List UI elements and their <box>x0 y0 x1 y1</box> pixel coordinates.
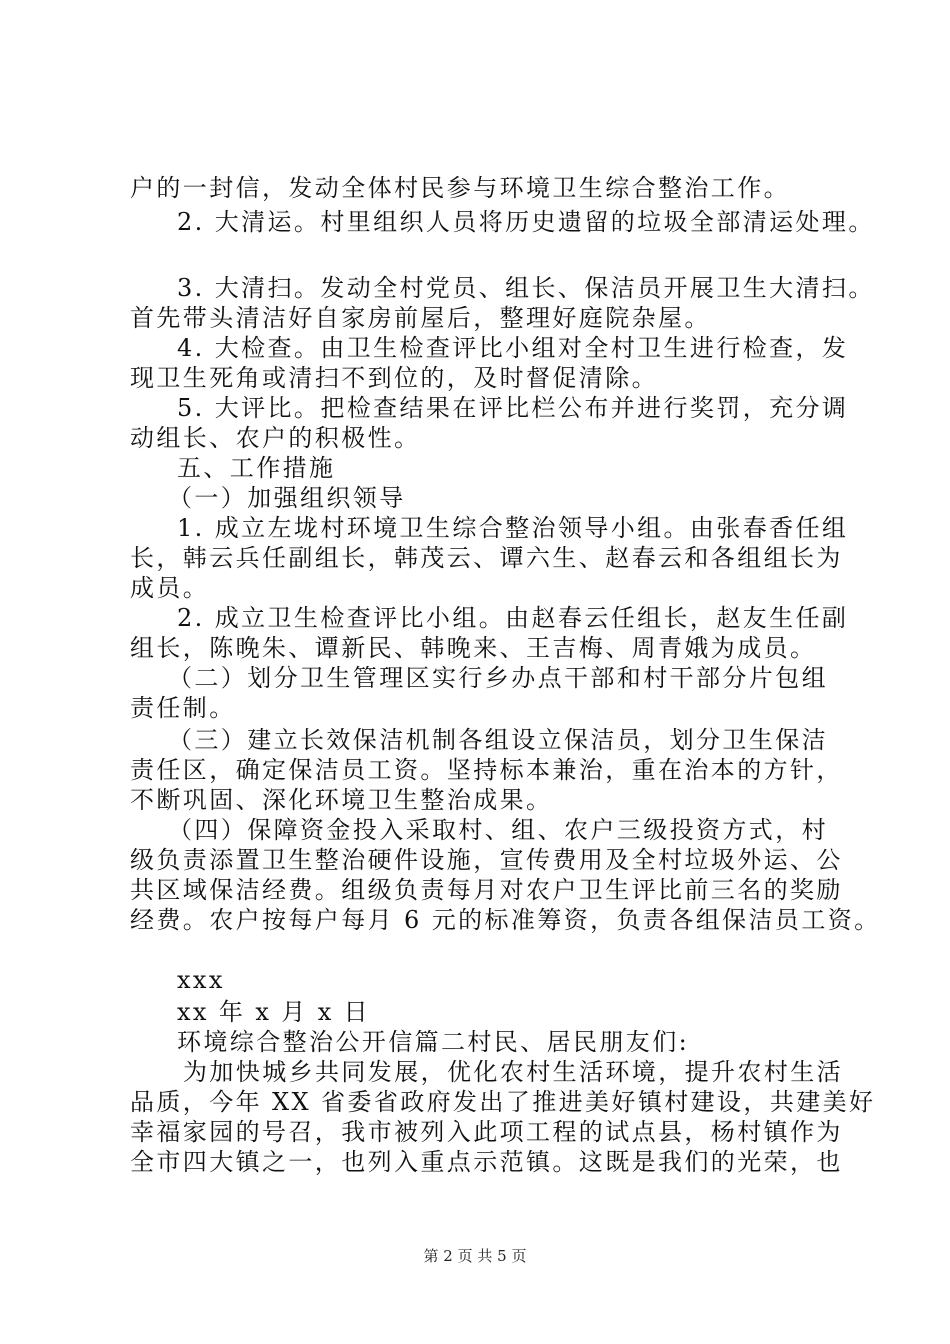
text-line: 现卫生死角或清扫不到位的，及时督促清除。 <box>130 364 658 392</box>
text-line: 共区域保洁经费。组级负责每月对农户卫生评比前三名的奖励 <box>130 876 843 904</box>
text-line: 长，韩云兵任副组长，韩茂云、谭六生、赵春云和各组组长为 <box>130 544 843 572</box>
text-line: 户的一封信，发动全体村民参与环境卫生综合整治工作。 <box>130 174 790 202</box>
text-line: 成员。 <box>130 574 210 602</box>
text-line: 4. 大检查。由卫生检查评比小组对全村卫生进行检查，发 <box>177 334 849 362</box>
text-line: 经费。农户按每户每月 6 元的标准筹资，负责各组保洁员工资。 <box>130 906 881 934</box>
subsection-heading: （一）加强组织领导 <box>168 484 406 512</box>
signature-date: xx 年 x 月 x 日 <box>177 998 371 1026</box>
text-line: 3. 大清扫。发动全村党员、组长、保洁员开展卫生大清扫。 <box>177 274 875 302</box>
signature-name: xxx <box>177 966 225 994</box>
text-line: 品质，今年 XX 省委省政府发出了推进美好镇村建设，共建美好 <box>130 1088 876 1116</box>
text-line: 动组长、农户的积极性。 <box>130 424 421 452</box>
text-line: 责任区，确定保洁员工资。坚持标本兼治，重在治本的方针， <box>130 756 843 784</box>
text-line: 首先带头清洁好自家房前屋后，整理好庭院杂屋。 <box>130 304 711 332</box>
text-line: 5. 大评比。把检查结果在评比栏公布并进行奖罚，充分调 <box>177 394 849 422</box>
text-line: 不断巩固、深化环境卫生整治成果。 <box>130 786 553 814</box>
letter-heading: 环境综合整治公开信篇二村民、居民朋友们: <box>177 1028 690 1056</box>
text-line: 全市四大镇之一，也列入重点示范镇。这既是我们的光荣，也 <box>130 1148 843 1176</box>
page-number-footer: 第 2 页 共 5 页 <box>423 1247 527 1265</box>
text-line: （四）保障资金投入采取村、组、农户三级投资方式，村 <box>168 816 828 844</box>
text-line: 为加快城乡共同发展，优化农村生活环境，提升农村生活 <box>183 1058 843 1086</box>
text-line: 级负责添置卫生整治硬件设施，宣传费用及全村垃圾外运、公 <box>130 846 843 874</box>
text-line: 1. 成立左垅村环境卫生综合整治领导小组。由张春香任组 <box>177 514 849 542</box>
text-line: 组长，陈晚朱、谭新民、韩晚来、王吉梅、周青娥为成员。 <box>130 634 817 662</box>
text-line: 责任制。 <box>130 694 236 722</box>
section-heading: 五、工作措施 <box>177 454 336 482</box>
text-line: （三）建立长效保洁机制各组设立保洁员，划分卫生保洁 <box>168 726 828 754</box>
text-line: 幸福家园的号召，我市被列入此项工程的试点县，杨村镇作为 <box>130 1118 843 1146</box>
text-line: （二）划分卫生管理区实行乡办点干部和村干部分片包组 <box>168 664 828 692</box>
text-line: 2. 大清运。村里组织人员将历史遗留的垃圾全部清运处理。 <box>177 208 875 236</box>
text-line: 2. 成立卫生检查评比小组。由赵春云任组长，赵友生任副 <box>177 604 849 632</box>
